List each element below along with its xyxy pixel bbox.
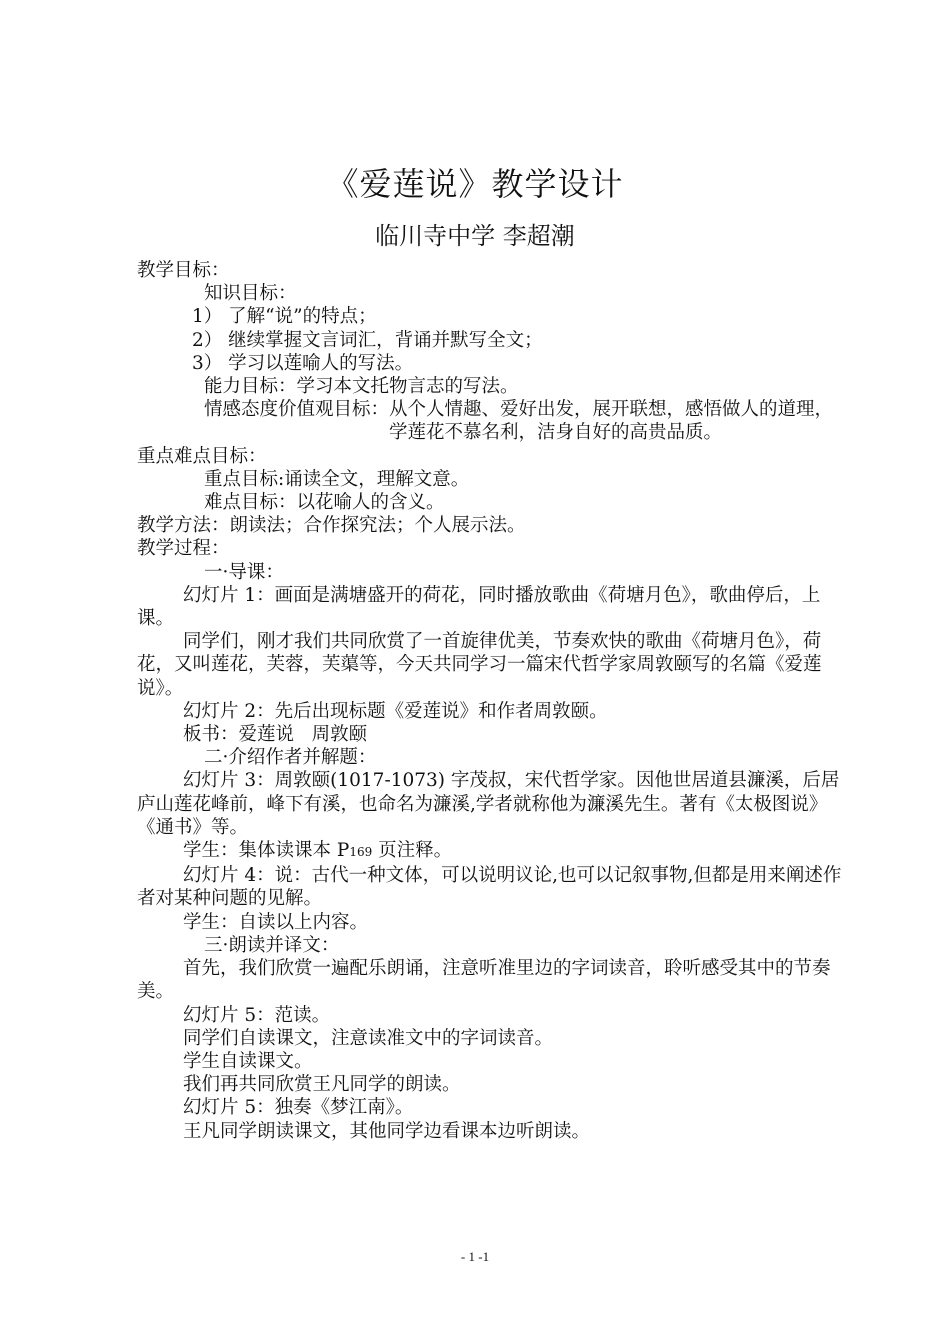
paragraph-text: 学生：集体读课本 P: [183, 840, 350, 862]
emotion-objective: [137, 398, 849, 444]
paragraph: 幻灯片 5：范读。: [183, 1004, 331, 1026]
document-title: 《爱莲说》教学设计: [326, 165, 624, 203]
page-number-ref: 169: [349, 845, 373, 860]
paragraph: 同学们，刚才我们共同欣赏了一首旋律优美，节奏欢快的歌曲《荷塘月色》，荷花，又叫莲花，芙蓉，芙蕖等，今天共同学习一篇宋代哲学家周敦颐写的名篇《爱莲说》。: [137, 631, 822, 699]
section-heading: 三·朗读并译文：: [204, 934, 340, 956]
ability-objective: 能力目标：学习本文托物言志的写法。: [204, 376, 519, 398]
paragraph-text: 页注释。: [372, 840, 453, 862]
document-author: 临川寺中学 李超潮: [375, 222, 575, 250]
paragraph: 学生：自读以上内容。: [183, 911, 369, 933]
section-heading: 一·导课：: [204, 561, 284, 583]
emotion-objective-text: 从个人情趣、爱好出发，展开联想，感悟做人的道理，学莲花不慕名利，洁身自好的高贵品质。: [389, 399, 834, 444]
knowledge-item: 3） 学习以莲喻人的写法。: [192, 352, 414, 374]
paragraph: 幻灯片 5：独奏《梦江南》。: [183, 1097, 414, 1119]
process-heading: 教学过程：: [137, 538, 230, 560]
paragraph: 幻灯片 4：说：古代一种文体，可以说明议论,也可以记叙事物,但都是用来阐述作者对某种问题的见解。: [137, 865, 842, 910]
paragraph: 幻灯片 2：先后出现标题《爱莲说》和作者周敦颐。: [183, 700, 608, 722]
knowledge-item: 1） 了解“说”的特点；: [192, 306, 377, 328]
emotion-objective-label: 情感态度价值观目标：: [204, 399, 390, 421]
section-heading: 二·介绍作者并解题：: [204, 747, 377, 769]
paragraph: 首先，我们欣赏一遍配乐朗诵，注意听准里边的字词读音，聆听感受其中的节奏美。: [137, 958, 831, 1003]
paragraph: 幻灯片 1：画面是满塘盛开的荷花，同时播放歌曲《荷塘月色》，歌曲停后，上课。: [137, 584, 821, 630]
paragraph: 王凡同学朗读课文，其他同学边看课本边听朗读。: [183, 1120, 591, 1142]
paragraph: [137, 839, 849, 864]
page-footer: - 1 -1: [460, 1249, 490, 1264]
key-point: 重点目标:诵读全文，理解文意。: [204, 468, 470, 490]
paragraph: 幻灯片 3：周敦颐(1017-1073) 字茂叔，宋代哲学家。因他世居道县濂溪，后居庐山莲花峰前，峰下有溪，也命名为濂溪,学者就称他为濂溪先生。著有《太极图说》《通书》等。: [137, 770, 840, 838]
paragraph: 板书：爱莲说 周敦颐: [183, 724, 368, 746]
document-body: [137, 259, 849, 1143]
difficult-point: 难点目标：以花喻人的含义。: [204, 492, 445, 514]
key-points-heading: 重点难点目标：: [137, 445, 267, 467]
knowledge-item: 2） 继续掌握文言词汇，背诵并默写全文；: [192, 329, 543, 351]
paragraph: 学生自读课文。: [183, 1050, 313, 1072]
knowledge-heading: 知识目标：: [204, 283, 297, 305]
teaching-methods: 教学方法：朗读法；合作探究法；个人展示法。: [137, 515, 526, 537]
paragraph: 同学们自读课文，注意读准文中的字词读音。: [183, 1027, 554, 1049]
objectives-heading: 教学目标：: [137, 260, 230, 281]
paragraph: 我们再共同欣赏王凡同学的朗读。: [183, 1074, 461, 1096]
